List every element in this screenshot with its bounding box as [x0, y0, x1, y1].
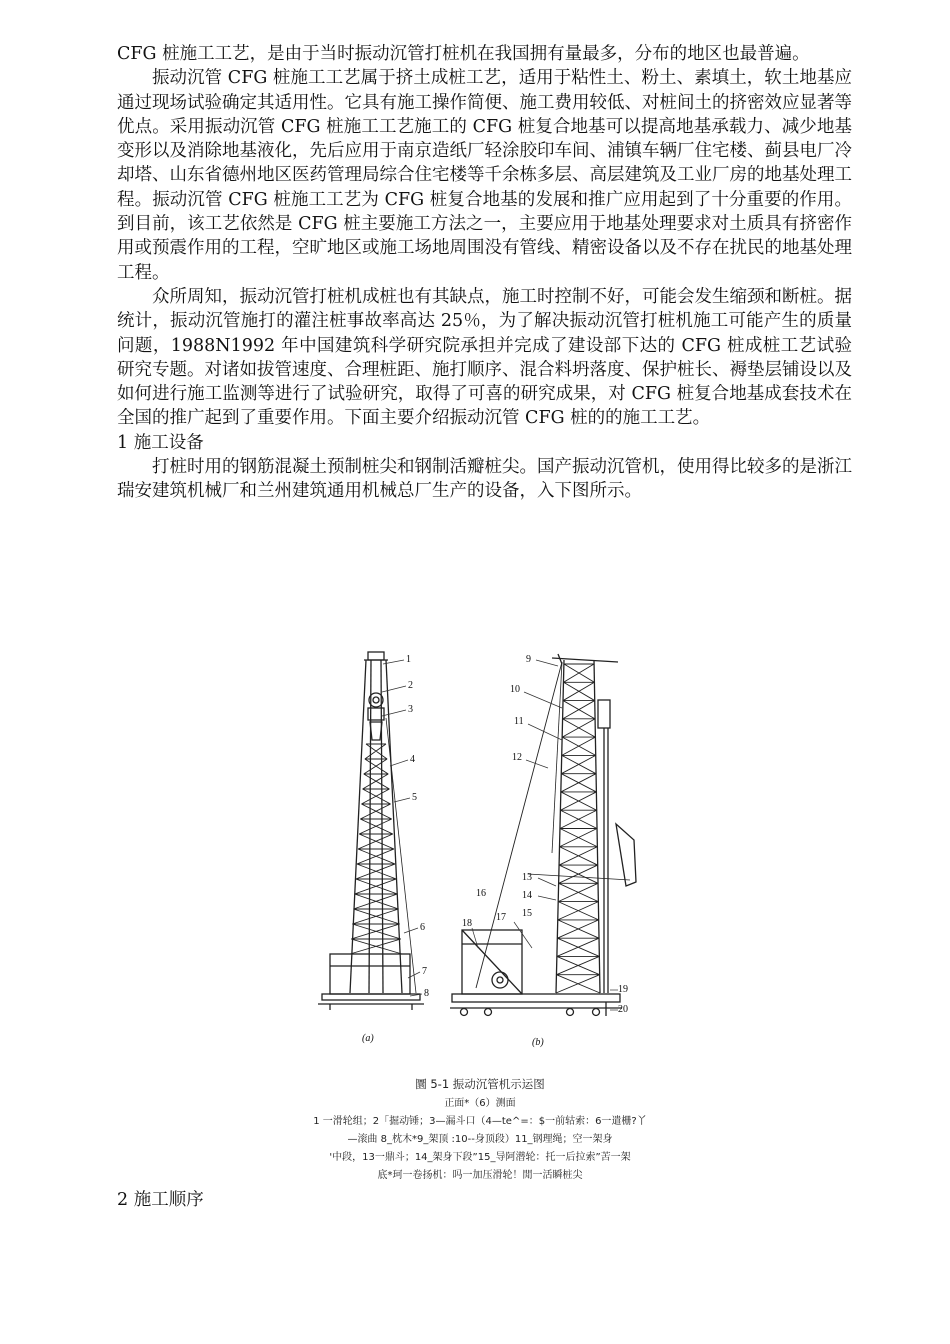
label-17: 17 [496, 912, 506, 923]
label-6: 6 [420, 922, 425, 933]
side-view-labels [462, 654, 628, 1048]
body-text [117, 42, 852, 504]
figure-caption-line: 底*珂一卷扬机：吗一加压滑轮！閒一活瞬桩尖 [377, 1170, 583, 1181]
pile-driver-figure [300, 648, 640, 1050]
section-heading-2: 2 施工顺序 [117, 1190, 204, 1210]
label-11: 11 [514, 716, 524, 727]
figure-caption-line: '中段，13一鼎斗；14_架身下段”15_导阿潜轮：托一后拉索”苦一架 [329, 1152, 631, 1163]
label-8: 8 [424, 988, 429, 999]
subfigure-b-label: (b) [532, 1037, 544, 1048]
label-5: 5 [412, 792, 417, 803]
label-15: 15 [522, 908, 532, 919]
label-3: 3 [408, 704, 413, 715]
paragraph-1: CFG 桩施工工艺，是由于当时振动沉管打桩机在我国拥有量最多，分布的地区也最普遍。 [117, 44, 810, 64]
label-2: 2 [408, 680, 413, 691]
figure-caption-line: 1 一滑轮组；2「掘动锤；3—漏斗口（4—te^=：$一前轱索：6一遣栅?丫 [313, 1116, 647, 1127]
subfigure-a-label: (a) [362, 1033, 374, 1044]
label-16: 16 [476, 888, 486, 899]
paragraph-2: 振动沉管 CFG 桩施工工艺属于挤土成桩工艺，适用于粘性土、粉土、素填土，软土地基应通过现场试验确定其适用性。它具有施工操作简便、施工费用较低、对桩间土的挤密效应显著等优点。采用振动沉管 CFG 桩施工工艺施工的 CFG 桩复合地基可以提高地基承载力、减少地基变形以及消除地基液化，先后应用于南京造纸厂轻涂胶印车间、浦镇车辆厂住宅楼、蓟县电厂冷却塔、山东省德州地区医药管理局综合住宅楼等千余栋多层、高层建筑及工业厂房的地基处理工程。振动沉管 CFG 桩施工工艺为 CFG 桩复合地基的发展和推广应用起到了十分重要的作用。到目前，该工艺依然是 CFG 桩主要施工方法之一，主要应用于地基处理要求对土质具有挤密作用或预震作用的工程，空旷地区或施工场地周围没有管线、精密设备以及不存在扰民的地基处理工程。 [117, 68, 852, 283]
label-18: 18 [462, 918, 472, 929]
label-13: 13 [522, 872, 532, 883]
label-4: 4 [410, 754, 415, 765]
label-7: 7 [422, 966, 427, 977]
paragraph-4: 打桩时用的钢筋混凝土预制桩尖和钢制活瓣桩尖。国产振动沉管机，使用得比较多的是浙江瑞安建筑机械厂和兰州建筑通用机械总厂生产的设备，入下图所示。 [117, 457, 852, 502]
label-1: 1 [406, 654, 411, 665]
figure-caption-title: 圜 5-1 振动沉管机示运图 [415, 1077, 545, 1091]
paragraph-3: 众所周知，振动沉管打桩机成桩也有其缺点，施工时控制不好，可能会发生缩颈和断桩。据统计，振动沉管施打的灌注桩事故率高达 25％，为了解决振动沉管打桩机施工可能产生的质量问题，1988N1992 年中国建筑科学研究院承担并完成了建设部下达的 CFG 桩成桩工艺试验研究专题。对诸如拔管速度、合理桩距、施打顺序、混合料坍落度、保护桩长、褥垫层铺设以及如何进行施工监测等进行了试验研究，取得了可喜的研究成果，对 CFG 桩复合地基成套技术在全国的推广起到了重要作用。下面主要介绍振动沉管 CFG 桩的的施工工艺。 [117, 286, 852, 429]
side-view-drawing [450, 654, 636, 1016]
label-10: 10 [510, 684, 520, 695]
label-19: 19 [618, 984, 628, 995]
label-20: 20 [618, 1004, 628, 1015]
label-14: 14 [522, 890, 532, 901]
label-9: 9 [526, 654, 531, 665]
section-heading-1: 1 施工设备 [117, 432, 204, 453]
figure-caption-line: —滚曲 8_枕木*9_架顶 :10--身顶段）11_钢理绳；空一架身 [347, 1134, 613, 1145]
label-12: 12 [512, 752, 522, 763]
figure-caption-line: 正面*（6）测面 [444, 1098, 516, 1109]
